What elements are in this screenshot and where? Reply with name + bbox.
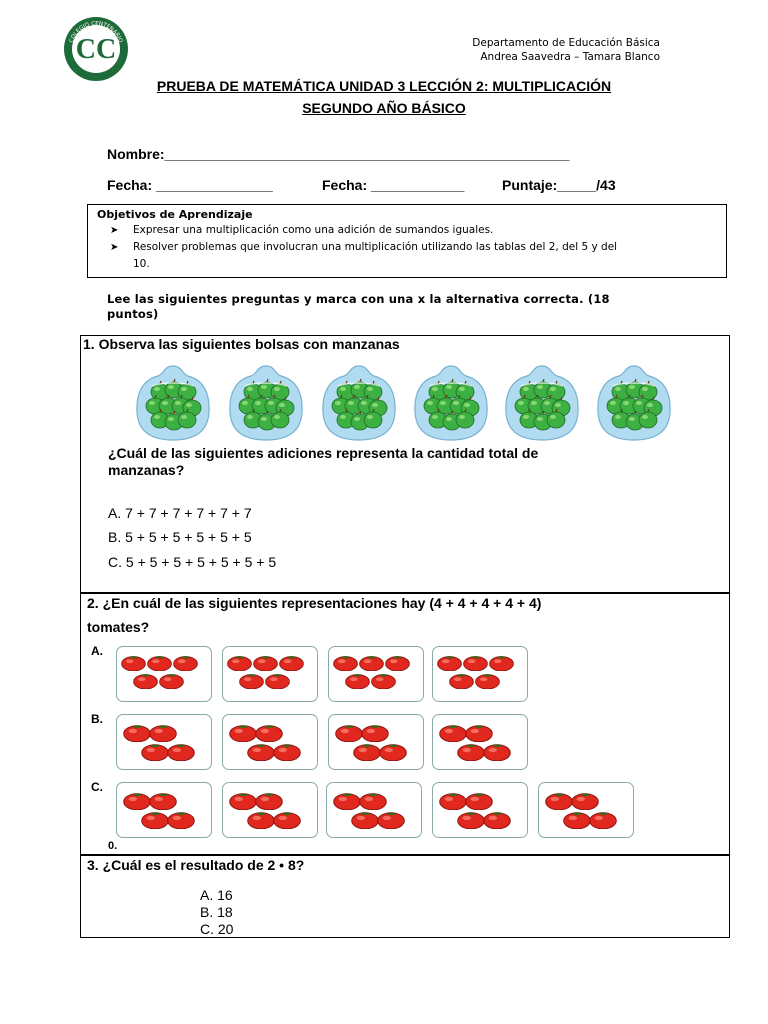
tomato-icon: [167, 743, 195, 761]
tomato-icon: [167, 811, 195, 829]
option-label-a[interactable]: A.: [91, 644, 103, 658]
tomato-icon: [265, 673, 290, 689]
score-field[interactable]: Puntaje:_____/43: [502, 177, 616, 193]
school-logo: [63, 16, 129, 82]
tomato-group-box: [116, 646, 212, 702]
apple-bag-icon: [595, 362, 673, 442]
tomato-icon: [377, 811, 405, 829]
tomato-icon: [463, 655, 488, 671]
tomato-icon: [439, 724, 467, 742]
department-label: Departamento de Educación Básica: [472, 37, 660, 49]
name-field[interactable]: Nombre:____________________________________________________: [107, 146, 570, 162]
question-2-title-cont: tomates?: [87, 619, 150, 635]
tomato-icon: [133, 673, 158, 689]
option-b[interactable]: B. 18: [200, 904, 233, 920]
tomato-group-box: [432, 646, 528, 702]
apple-bag-icon: [503, 362, 581, 442]
apple-bag-icon: [412, 362, 490, 442]
tomato-icon: [359, 655, 384, 671]
option-label-c[interactable]: C.: [91, 780, 103, 794]
tomato-icon: [335, 724, 363, 742]
tomato-icon: [437, 655, 462, 671]
date-field-2[interactable]: Fecha: ____________: [322, 177, 465, 193]
tomato-icon: [141, 811, 169, 829]
tomato-icon: [475, 673, 500, 689]
tomato-icon: [545, 792, 573, 810]
tomato-icon: [121, 655, 146, 671]
tomato-icon: [379, 743, 407, 761]
arrow-bullet-icon: ➤: [110, 242, 119, 253]
tomato-icon: [123, 792, 151, 810]
tomato-icon: [457, 811, 485, 829]
tomato-icon: [173, 655, 198, 671]
option-a[interactable]: A. 16: [200, 887, 233, 903]
footnote-zero: 0.: [108, 840, 118, 852]
tomato-icon: [465, 724, 493, 742]
logo-monogram: CC: [75, 34, 117, 65]
exam-subtitle: SEGUNDO AÑO BÁSICO: [302, 100, 466, 116]
apple-bag-icon: [134, 362, 212, 442]
option-a[interactable]: A. 7 + 7 + 7 + 7 + 7 + 7: [108, 505, 252, 521]
apple-bag-icon: [227, 362, 305, 442]
option-c[interactable]: C. 20: [200, 921, 234, 937]
tomato-group-box: [432, 714, 528, 770]
tomato-icon: [371, 673, 396, 689]
arrow-bullet-icon: ➤: [110, 225, 119, 236]
tomato-group-box: [328, 714, 424, 770]
tomato-icon: [253, 655, 278, 671]
tomato-icon: [229, 792, 257, 810]
tomato-icon: [149, 792, 177, 810]
objective-item: 10.: [133, 258, 150, 270]
objective-item: ➤ Expresar una multiplicación como una adición de sumandos iguales.: [97, 222, 717, 239]
tomato-icon: [239, 673, 264, 689]
tomato-icon: [273, 743, 301, 761]
teachers-label: Andrea Saavedra – Tamara Blanco: [480, 51, 660, 63]
tomato-icon: [589, 811, 617, 829]
tomato-icon: [247, 743, 275, 761]
question-3-title: 3. ¿Cuál es el resultado de 2 • 8?: [87, 857, 305, 873]
tomato-icon: [465, 792, 493, 810]
tomato-icon: [255, 792, 283, 810]
question-1-text: ¿Cuál de las siguientes adiciones representa la cantidad total de manzanas?: [108, 445, 539, 478]
tomato-icon: [385, 655, 410, 671]
tomato-icon: [563, 811, 591, 829]
question-2-title: 2. ¿En cuál de las siguientes representaciones hay (4 + 4 + 4 + 4 + 4): [87, 595, 542, 611]
tomato-icon: [149, 724, 177, 742]
tomato-icon: [351, 811, 379, 829]
objective-item: ➤ Resolver problemas que involucran una multiplicación utilizando las tablas del 2, del 5 y del: [97, 239, 717, 256]
tomato-group-box: [222, 646, 318, 702]
tomato-group-box: [432, 782, 528, 838]
date-field-1[interactable]: Fecha: _______________: [107, 177, 273, 193]
tomato-icon: [123, 724, 151, 742]
tomato-icon: [439, 792, 467, 810]
tomato-icon: [333, 655, 358, 671]
question-1-title: 1. Observa las siguientes bolsas con manzanas: [83, 336, 400, 352]
objectives-heading: Objetivos de Aprendizaje: [97, 208, 253, 221]
tomato-icon: [141, 743, 169, 761]
tomato-icon: [273, 811, 301, 829]
tomato-icon: [255, 724, 283, 742]
tomato-group-box: [222, 782, 318, 838]
tomato-icon: [571, 792, 599, 810]
tomato-group-box: [326, 782, 422, 838]
objectives-box: [87, 204, 727, 278]
tomato-icon: [247, 811, 275, 829]
tomato-group-box: [538, 782, 634, 838]
tomato-group-box: [222, 714, 318, 770]
tomato-group-box: [116, 782, 212, 838]
tomato-icon: [359, 792, 387, 810]
tomato-icon: [457, 743, 485, 761]
option-c[interactable]: C. 5 + 5 + 5 + 5 + 5 + 5 + 5: [108, 554, 277, 570]
tomato-group-box: [116, 714, 212, 770]
instructions: Lee las siguientes preguntas y marca con una x la alternativa correcta. (18 puntos): [107, 292, 610, 321]
tomato-icon: [227, 655, 252, 671]
tomato-group-box: [328, 646, 424, 702]
apple-bag-icon: [320, 362, 398, 442]
tomato-icon: [147, 655, 172, 671]
tomato-icon: [361, 724, 389, 742]
tomato-icon: [345, 673, 370, 689]
option-b[interactable]: B. 5 + 5 + 5 + 5 + 5 + 5: [108, 529, 252, 545]
tomato-icon: [483, 743, 511, 761]
tomato-icon: [333, 792, 361, 810]
tomato-icon: [229, 724, 257, 742]
exam-title: PRUEBA DE MATEMÁTICA UNIDAD 3 LECCIÓN 2: MULTIPLICACIÓN: [156, 78, 612, 94]
tomato-icon: [279, 655, 304, 671]
tomato-icon: [449, 673, 474, 689]
tomato-icon: [353, 743, 381, 761]
tomato-icon: [483, 811, 511, 829]
tomato-icon: [159, 673, 184, 689]
tomato-icon: [489, 655, 514, 671]
option-label-b[interactable]: B.: [91, 712, 103, 726]
logo-text: COLEGIO CENTENARIO: [68, 20, 124, 44]
